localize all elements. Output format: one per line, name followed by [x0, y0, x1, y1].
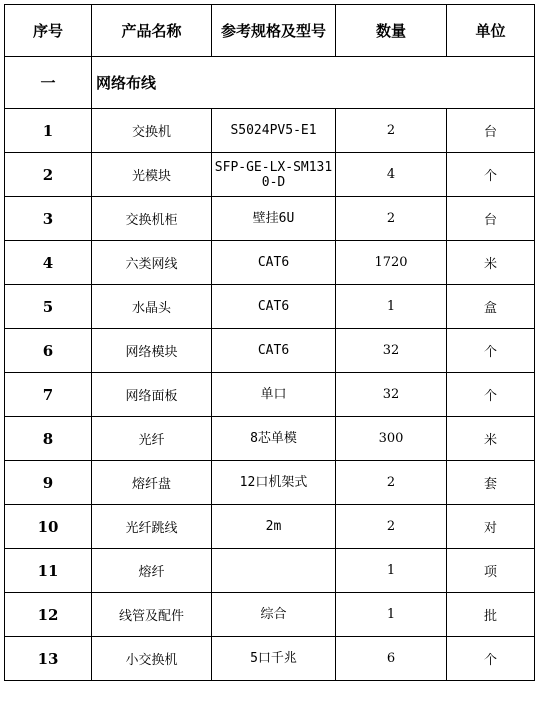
product-name-cell: 小交换机	[92, 637, 212, 681]
product-name-cell: 六类网线	[92, 241, 212, 285]
table-row	[5, 417, 535, 461]
header-index: 序号	[5, 5, 92, 57]
header-spec: 参考规格及型号	[212, 5, 336, 57]
unit-cell: 套	[447, 461, 535, 505]
row-index-cell: 13	[5, 637, 92, 681]
row-index-cell: 4	[5, 241, 92, 285]
table-body	[5, 57, 535, 681]
row-index-cell: 2	[5, 153, 92, 197]
spec-cell: 单口	[212, 373, 336, 417]
table-row	[5, 329, 535, 373]
quantity-cell: 1	[336, 549, 447, 593]
unit-cell: 台	[447, 109, 535, 153]
spec-cell	[212, 549, 336, 593]
spec-cell: CAT6	[212, 241, 336, 285]
unit-cell: 个	[447, 329, 535, 373]
quantity-cell: 32	[336, 373, 447, 417]
table-row	[5, 461, 535, 505]
product-name-cell: 熔纤盘	[92, 461, 212, 505]
table-row	[5, 109, 535, 153]
row-index-cell: 8	[5, 417, 92, 461]
table-row	[5, 637, 535, 681]
unit-cell: 项	[447, 549, 535, 593]
product-name-cell: 光模块	[92, 153, 212, 197]
spec-cell: CAT6	[212, 285, 336, 329]
quantity-cell: 1	[336, 285, 447, 329]
product-name-cell: 交换机	[92, 109, 212, 153]
unit-cell: 米	[447, 417, 535, 461]
row-index-cell: 1	[5, 109, 92, 153]
row-index-cell: 5	[5, 285, 92, 329]
row-index-cell: 10	[5, 505, 92, 549]
quantity-cell: 1	[336, 593, 447, 637]
unit-cell: 台	[447, 197, 535, 241]
quantity-cell: 2	[336, 461, 447, 505]
quantity-cell: 2	[336, 505, 447, 549]
unit-cell: 对	[447, 505, 535, 549]
spec-cell: SFP-GE-LX-SM1310-D	[212, 153, 336, 197]
quantity-cell: 6	[336, 637, 447, 681]
table-row	[5, 373, 535, 417]
table-row	[5, 549, 535, 593]
row-index-cell: 7	[5, 373, 92, 417]
product-name-cell: 水晶头	[92, 285, 212, 329]
product-name-cell: 网络模块	[92, 329, 212, 373]
row-index-cell: 6	[5, 329, 92, 373]
table-row	[5, 197, 535, 241]
spec-cell: 12口机架式	[212, 461, 336, 505]
header-product-name: 产品名称	[92, 5, 212, 57]
product-name-cell: 光纤跳线	[92, 505, 212, 549]
equipment-table	[4, 4, 535, 681]
spec-cell: 综合	[212, 593, 336, 637]
unit-cell: 米	[447, 241, 535, 285]
product-name-cell: 线管及配件	[92, 593, 212, 637]
section-row	[5, 57, 535, 109]
spec-cell: 2m	[212, 505, 336, 549]
section-title: 网络布线	[92, 57, 535, 109]
unit-cell: 批	[447, 593, 535, 637]
unit-cell: 个	[447, 153, 535, 197]
row-index-cell: 3	[5, 197, 92, 241]
header-unit: 单位	[447, 5, 535, 57]
unit-cell: 个	[447, 637, 535, 681]
quantity-cell: 2	[336, 197, 447, 241]
product-name-cell: 光纤	[92, 417, 212, 461]
spec-cell: 5口千兆	[212, 637, 336, 681]
product-name-cell: 交换机柜	[92, 197, 212, 241]
product-name-cell: 网络面板	[92, 373, 212, 417]
table-row	[5, 153, 535, 197]
quantity-cell: 4	[336, 153, 447, 197]
unit-cell: 盒	[447, 285, 535, 329]
quantity-cell: 1720	[336, 241, 447, 285]
spec-cell: CAT6	[212, 329, 336, 373]
row-index-cell: 9	[5, 461, 92, 505]
product-name-cell: 熔纤	[92, 549, 212, 593]
row-index-cell: 12	[5, 593, 92, 637]
quantity-cell: 2	[336, 109, 447, 153]
table-row	[5, 505, 535, 549]
spec-cell: S5024PV5-E1	[212, 109, 336, 153]
unit-cell: 个	[447, 373, 535, 417]
section-number: 一	[5, 57, 92, 109]
row-index-cell: 11	[5, 549, 92, 593]
table-header	[5, 5, 535, 57]
table-row	[5, 593, 535, 637]
header-quantity: 数量	[336, 5, 447, 57]
spec-cell: 8芯单模	[212, 417, 336, 461]
table-row	[5, 285, 535, 329]
quantity-cell: 300	[336, 417, 447, 461]
table-row	[5, 241, 535, 285]
quantity-cell: 32	[336, 329, 447, 373]
spec-cell: 壁挂6U	[212, 197, 336, 241]
